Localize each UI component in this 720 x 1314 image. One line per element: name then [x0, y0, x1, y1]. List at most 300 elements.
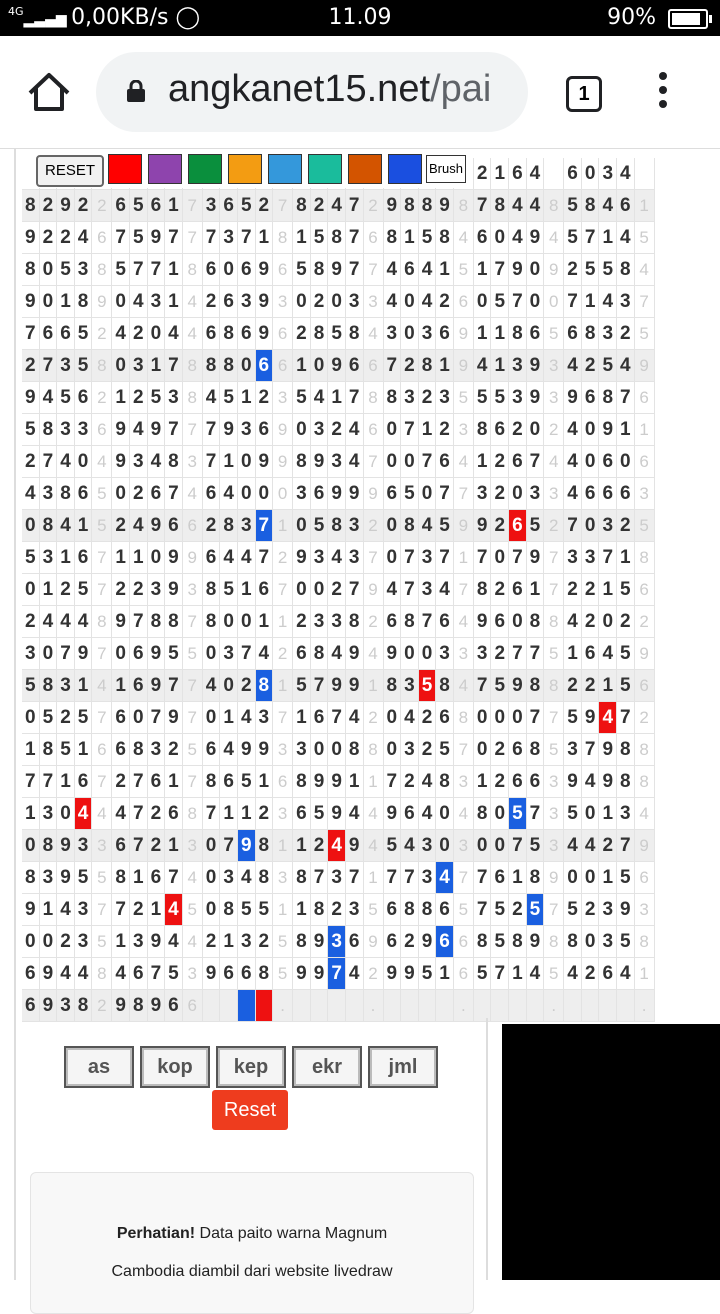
digit-cell[interactable]: 1	[599, 574, 617, 606]
digit-cell[interactable]: 3	[401, 670, 419, 702]
digit-cell[interactable]: 9	[346, 638, 364, 670]
digit-cell[interactable]: 3	[311, 606, 329, 638]
color-swatch[interactable]	[228, 154, 262, 184]
digit-cell[interactable]: 5	[75, 574, 93, 606]
digit-cell[interactable]: 3	[419, 318, 437, 350]
digit-cell[interactable]: 9	[40, 958, 58, 990]
digit-cell[interactable]: 6	[256, 414, 274, 446]
digit-cell[interactable]: 1	[165, 830, 183, 862]
digit-cell[interactable]: 2	[130, 894, 148, 926]
digit-cell[interactable]: 2	[436, 286, 454, 318]
digit-cell[interactable]: 6	[130, 958, 148, 990]
digit-cell[interactable]: 3	[419, 862, 437, 894]
digit-cell[interactable]: 2	[582, 574, 600, 606]
digit-cell[interactable]: 7	[328, 958, 346, 990]
digit-cell[interactable]: 7	[527, 702, 545, 734]
digit-cell[interactable]: 3	[599, 158, 617, 190]
digit-cell[interactable]	[491, 990, 509, 1022]
digit-cell[interactable]: 6	[384, 606, 402, 638]
digit-cell[interactable]: 6	[165, 990, 183, 1022]
digit-cell[interactable]: 5	[220, 574, 238, 606]
digit-cell[interactable]: 6	[75, 766, 93, 798]
digit-cell[interactable]: 0	[40, 254, 58, 286]
digit-cell[interactable]: 2	[256, 190, 274, 222]
digit-cell[interactable]: 5	[57, 254, 75, 286]
digit-cell[interactable]: 2	[203, 926, 221, 958]
color-swatch[interactable]	[148, 154, 182, 184]
digit-cell[interactable]: 4	[617, 958, 635, 990]
digit-cell[interactable]: 0	[564, 862, 582, 894]
digit-cell[interactable]: 9	[112, 606, 130, 638]
digit-cell[interactable]: 6	[203, 318, 221, 350]
digit-cell[interactable]: 8	[256, 830, 274, 862]
digit-cell[interactable]: 5	[491, 894, 509, 926]
digit-cell[interactable]: 5	[75, 318, 93, 350]
digit-cell[interactable]: 4	[148, 446, 166, 478]
digit-cell[interactable]	[564, 990, 582, 1022]
digit-cell[interactable]: 5	[148, 382, 166, 414]
digit-cell[interactable]: 0	[293, 510, 311, 542]
digit-cell[interactable]: 9	[148, 926, 166, 958]
digit-cell[interactable]: 2	[436, 414, 454, 446]
digit-cell[interactable]: 3	[165, 382, 183, 414]
reset-colors-button[interactable]: RESET	[36, 155, 104, 187]
digit-cell[interactable]: 0	[238, 350, 256, 382]
digit-cell[interactable]: 8	[220, 894, 238, 926]
digit-cell[interactable]: 3	[256, 702, 274, 734]
digit-cell[interactable]: 4	[328, 830, 346, 862]
digit-cell[interactable]: 4	[564, 830, 582, 862]
digit-cell[interactable]: 3	[148, 286, 166, 318]
digit-cell[interactable]: 0	[599, 606, 617, 638]
digit-cell[interactable]: 1	[436, 254, 454, 286]
digit-cell[interactable]: 9	[328, 670, 346, 702]
color-swatch[interactable]	[308, 154, 342, 184]
digit-cell[interactable]: 8	[401, 606, 419, 638]
digit-cell[interactable]	[384, 990, 402, 1022]
digit-cell[interactable]: 5	[130, 222, 148, 254]
digit-cell[interactable]: 2	[419, 702, 437, 734]
digit-cell[interactable]: 0	[474, 702, 492, 734]
digit-cell[interactable]: 6	[474, 222, 492, 254]
digit-cell[interactable]: 2	[311, 190, 329, 222]
digit-cell[interactable]: 6	[509, 766, 527, 798]
digit-cell[interactable]: 8	[527, 862, 545, 894]
digit-cell[interactable]: 1	[474, 318, 492, 350]
digit-cell[interactable]: 6	[509, 510, 527, 542]
digit-cell[interactable]: 3	[57, 350, 75, 382]
digit-cell[interactable]: 0	[384, 414, 402, 446]
digit-cell[interactable]: 3	[564, 734, 582, 766]
digit-cell[interactable]: 4	[165, 926, 183, 958]
digit-cell[interactable]: 9	[165, 702, 183, 734]
digit-cell[interactable]: 0	[238, 478, 256, 510]
digit-cell[interactable]: 7	[582, 222, 600, 254]
digit-cell[interactable]: 2	[203, 286, 221, 318]
digit-cell[interactable]: 6	[75, 382, 93, 414]
digit-cell[interactable]: 1	[599, 222, 617, 254]
digit-cell[interactable]: 9	[474, 606, 492, 638]
digit-cell[interactable]: 8	[293, 926, 311, 958]
digit-cell[interactable]: 8	[384, 670, 402, 702]
digit-cell[interactable]: 3	[148, 574, 166, 606]
digit-cell[interactable]: 7	[40, 766, 58, 798]
digit-cell[interactable]: 2	[419, 734, 437, 766]
digit-cell[interactable]: 4	[165, 894, 183, 926]
digit-cell[interactable]: 0	[436, 798, 454, 830]
digit-cell[interactable]: 3	[346, 510, 364, 542]
color-swatch[interactable]	[388, 154, 422, 184]
digit-cell[interactable]: 5	[165, 958, 183, 990]
digit-cell[interactable]: 2	[564, 574, 582, 606]
digit-cell[interactable]: 2	[40, 190, 58, 222]
digit-cell[interactable]: 7	[220, 830, 238, 862]
digit-cell[interactable]: 4	[474, 350, 492, 382]
digit-cell[interactable]: 5	[220, 382, 238, 414]
digit-cell[interactable]: 1	[491, 318, 509, 350]
digit-cell[interactable]: 2	[491, 574, 509, 606]
digit-cell[interactable]: 2	[238, 670, 256, 702]
digit-cell[interactable]: 8	[564, 926, 582, 958]
digit-cell[interactable]: 7	[346, 254, 364, 286]
digit-cell[interactable]: 2	[256, 382, 274, 414]
digit-cell[interactable]: 0	[203, 702, 221, 734]
digit-cell[interactable]: 9	[564, 382, 582, 414]
digit-cell[interactable]: 8	[220, 510, 238, 542]
digit-cell[interactable]	[220, 990, 238, 1022]
digit-cell[interactable]: 7	[328, 702, 346, 734]
digit-cell[interactable]: 3	[148, 734, 166, 766]
digit-cell[interactable]: 8	[40, 414, 58, 446]
digit-cell[interactable]: 0	[474, 286, 492, 318]
digit-cell[interactable]: 7	[165, 478, 183, 510]
digit-cell[interactable]: 3	[75, 830, 93, 862]
digit-cell[interactable]: 7	[130, 830, 148, 862]
digit-cell[interactable]: 6	[130, 670, 148, 702]
digit-cell[interactable]: 8	[256, 670, 274, 702]
digit-cell[interactable]: 3	[57, 414, 75, 446]
digit-cell[interactable]: 9	[256, 254, 274, 286]
digit-cell[interactable]: 2	[112, 574, 130, 606]
digit-cell[interactable]: 0	[384, 510, 402, 542]
digit-cell[interactable]: 7	[436, 478, 454, 510]
digit-cell[interactable]: 8	[474, 414, 492, 446]
digit-cell[interactable]: 9	[165, 574, 183, 606]
digit-cell[interactable]: 1	[328, 382, 346, 414]
digit-cell[interactable]: 2	[130, 318, 148, 350]
digit-cell[interactable]: 7	[256, 542, 274, 574]
digit-cell[interactable]: 7	[203, 414, 221, 446]
digit-cell[interactable]: 4	[599, 190, 617, 222]
digit-cell[interactable]: 4	[328, 638, 346, 670]
digit-cell[interactable]: 0	[582, 446, 600, 478]
digit-cell[interactable]: 1	[148, 350, 166, 382]
digit-cell[interactable]: 0	[401, 446, 419, 478]
digit-cell[interactable]: 6	[148, 766, 166, 798]
digit-cell[interactable]: 9	[311, 446, 329, 478]
digit-cell[interactable]: 3	[238, 510, 256, 542]
digit-cell[interactable]: 6	[112, 190, 130, 222]
digit-cell[interactable]: 0	[112, 350, 130, 382]
digit-cell[interactable]: 0	[203, 830, 221, 862]
digit-cell[interactable]: 5	[238, 766, 256, 798]
digit-cell[interactable]: 6	[256, 350, 274, 382]
digit-cell[interactable]: 0	[112, 286, 130, 318]
digit-cell[interactable]: 5	[75, 702, 93, 734]
digit-cell[interactable]: 0	[148, 318, 166, 350]
digit-cell[interactable]: 9	[238, 734, 256, 766]
digit-cell[interactable]: 8	[384, 382, 402, 414]
color-swatch[interactable]	[268, 154, 302, 184]
digit-cell[interactable]: 3	[57, 990, 75, 1022]
digit-cell[interactable]: 3	[328, 926, 346, 958]
digit-cell[interactable]: 0	[238, 446, 256, 478]
digit-cell[interactable]: 8	[40, 830, 58, 862]
digit-cell[interactable]: 3	[220, 222, 238, 254]
digit-cell[interactable]: 4	[346, 798, 364, 830]
digit-cell[interactable]: 2	[311, 286, 329, 318]
digit-cell[interactable]: 6	[238, 958, 256, 990]
digit-cell[interactable]: 9	[293, 958, 311, 990]
digit-cell[interactable]: 6	[384, 478, 402, 510]
digit-cell[interactable]: 4	[328, 190, 346, 222]
digit-cell[interactable]: 9	[328, 766, 346, 798]
digit-cell[interactable]: 7	[346, 382, 364, 414]
digit-cell[interactable]: 6	[165, 510, 183, 542]
digit-cell[interactable]: 8	[40, 670, 58, 702]
menu-icon[interactable]	[656, 72, 670, 112]
digit-cell[interactable]: 6	[22, 958, 40, 990]
digit-cell[interactable]: 2	[401, 350, 419, 382]
digit-cell[interactable]: 0	[436, 830, 454, 862]
digit-cell[interactable]: 0	[311, 734, 329, 766]
digit-cell[interactable]: 8	[311, 254, 329, 286]
digit-cell[interactable]: 8	[293, 766, 311, 798]
digit-cell[interactable]: 4	[564, 958, 582, 990]
digit-cell[interactable]: 3	[617, 798, 635, 830]
digit-cell[interactable]: 5	[491, 382, 509, 414]
digit-cell[interactable]: 7	[57, 638, 75, 670]
digit-cell[interactable]: 6	[203, 478, 221, 510]
digit-cell[interactable]: 4	[527, 190, 545, 222]
digit-cell[interactable]: 0	[617, 446, 635, 478]
digit-cell[interactable]: 1	[474, 254, 492, 286]
digit-cell[interactable]: 8	[256, 958, 274, 990]
digit-cell[interactable]: 9	[148, 222, 166, 254]
digit-cell[interactable]: 5	[509, 798, 527, 830]
digit-cell[interactable]	[293, 990, 311, 1022]
digit-cell[interactable]: 6	[617, 190, 635, 222]
digit-cell[interactable]: 2	[419, 382, 437, 414]
digit-cell[interactable]: 4	[40, 606, 58, 638]
digit-cell[interactable]: 6	[130, 638, 148, 670]
digit-cell[interactable]: 1	[238, 798, 256, 830]
digit-cell[interactable]: 0	[474, 830, 492, 862]
digit-cell[interactable]: 4	[419, 510, 437, 542]
digit-cell[interactable]: 1	[564, 638, 582, 670]
digit-cell[interactable]: 2	[57, 574, 75, 606]
digit-cell[interactable]: 9	[311, 958, 329, 990]
digit-cell[interactable]: 1	[293, 222, 311, 254]
digit-cell[interactable]: 5	[112, 254, 130, 286]
digit-cell[interactable]: 7	[148, 702, 166, 734]
digit-cell[interactable]: 2	[599, 830, 617, 862]
digit-cell[interactable]: 1	[75, 734, 93, 766]
digit-cell[interactable]: 9	[57, 190, 75, 222]
digit-cell[interactable]: 0	[293, 286, 311, 318]
digit-cell[interactable]: 0	[582, 414, 600, 446]
digit-cell[interactable]: 5	[328, 318, 346, 350]
digit-cell[interactable]: 4	[401, 702, 419, 734]
digit-cell[interactable]: 1	[293, 830, 311, 862]
digit-cell[interactable]: 4	[57, 894, 75, 926]
digit-cell[interactable]	[582, 990, 600, 1022]
digit-cell[interactable]: 8	[293, 862, 311, 894]
digit-cell[interactable]: 6	[491, 606, 509, 638]
digit-cell[interactable]: 1	[599, 670, 617, 702]
digit-cell[interactable]: 5	[419, 958, 437, 990]
digit-cell[interactable]: 9	[527, 542, 545, 574]
digit-cell[interactable]: 7	[401, 542, 419, 574]
digit-cell[interactable]: 3	[346, 894, 364, 926]
digit-cell[interactable]: 0	[293, 414, 311, 446]
digit-cell[interactable]: 2	[130, 382, 148, 414]
digit-cell[interactable]: 8	[40, 734, 58, 766]
digit-cell[interactable]: 0	[112, 478, 130, 510]
digit-cell[interactable]: 7	[165, 670, 183, 702]
digit-cell[interactable]: 6	[112, 702, 130, 734]
digit-cell[interactable]: 1	[238, 382, 256, 414]
digit-cell[interactable]: 8	[419, 350, 437, 382]
digit-cell[interactable]: 5	[130, 190, 148, 222]
digit-cell[interactable]: 2	[491, 510, 509, 542]
digit-cell[interactable]: 1	[57, 766, 75, 798]
digit-cell[interactable]: 3	[436, 638, 454, 670]
digit-cell[interactable]: 8	[346, 318, 364, 350]
digit-cell[interactable]: 6	[293, 798, 311, 830]
digit-cell[interactable]: 8	[203, 350, 221, 382]
digit-cell[interactable]: 7	[384, 862, 402, 894]
digit-cell[interactable]: 8	[165, 446, 183, 478]
digit-cell[interactable]: 0	[384, 702, 402, 734]
tab-switcher-button[interactable]: 1	[566, 76, 602, 112]
digit-cell[interactable]: 8	[474, 926, 492, 958]
digit-cell[interactable]: 1	[165, 286, 183, 318]
digit-cell[interactable]: 5	[564, 798, 582, 830]
digit-cell[interactable]: 4	[564, 478, 582, 510]
digit-cell[interactable]: 8	[401, 190, 419, 222]
digit-cell[interactable]: 6	[256, 574, 274, 606]
digit-cell[interactable]: 8	[474, 574, 492, 606]
digit-cell[interactable]: 8	[491, 190, 509, 222]
digit-cell[interactable]: 9	[311, 926, 329, 958]
digit-cell[interactable]: 8	[112, 862, 130, 894]
digit-cell[interactable]: 4	[509, 190, 527, 222]
digit-cell[interactable]: 2	[57, 222, 75, 254]
digit-cell[interactable]: 2	[148, 830, 166, 862]
digit-cell[interactable]: 2	[491, 734, 509, 766]
digit-cell[interactable]: 1	[112, 542, 130, 574]
digit-cell[interactable]: 6	[75, 542, 93, 574]
digit-cell[interactable]: 4	[203, 382, 221, 414]
digit-cell[interactable]: 8	[527, 670, 545, 702]
digit-cell[interactable]: 8	[436, 222, 454, 254]
digit-cell[interactable]: 6	[582, 382, 600, 414]
digit-cell[interactable]: 7	[40, 350, 58, 382]
digit-cell[interactable]: 7	[527, 798, 545, 830]
digit-cell[interactable]: 7	[509, 830, 527, 862]
digit-cell[interactable]: 2	[617, 318, 635, 350]
digit-cell[interactable]: 0	[401, 318, 419, 350]
digit-cell[interactable]: 2	[75, 190, 93, 222]
digit-cell[interactable]: 3	[75, 894, 93, 926]
digit-cell[interactable]: 5	[419, 670, 437, 702]
digit-cell[interactable]: 6	[527, 318, 545, 350]
digit-cell[interactable]: 0	[384, 542, 402, 574]
digit-cell[interactable]: 7	[436, 542, 454, 574]
digit-cell[interactable]: 8	[509, 318, 527, 350]
digit-cell[interactable]: 9	[384, 958, 402, 990]
kep-button[interactable]: kep	[216, 1046, 286, 1088]
digit-cell[interactable]: 8	[311, 318, 329, 350]
digit-cell[interactable]: 1	[238, 574, 256, 606]
jml-button[interactable]: jml	[368, 1046, 438, 1088]
digit-cell[interactable]: 3	[564, 542, 582, 574]
digit-cell[interactable]: 8	[311, 638, 329, 670]
digit-cell[interactable]: 9	[436, 190, 454, 222]
digit-cell[interactable]: 5	[22, 670, 40, 702]
digit-cell[interactable]: 1	[130, 862, 148, 894]
digit-cell[interactable]: 6	[436, 446, 454, 478]
digit-cell[interactable]: 2	[40, 222, 58, 254]
digit-cell[interactable]: 5	[617, 670, 635, 702]
digit-cell[interactable]: 1	[401, 222, 419, 254]
digit-cell[interactable]: 2	[401, 926, 419, 958]
digit-cell[interactable]: 1	[509, 862, 527, 894]
digit-cell[interactable]	[256, 990, 274, 1022]
digit-cell[interactable]: 2	[491, 446, 509, 478]
digit-cell[interactable]: 7	[148, 254, 166, 286]
digit-cell[interactable]: 9	[346, 670, 364, 702]
digit-cell[interactable]: 5	[238, 190, 256, 222]
digit-cell[interactable]: 7	[474, 894, 492, 926]
digit-cell[interactable]	[419, 990, 437, 1022]
digit-cell[interactable]: 5	[40, 702, 58, 734]
digit-cell[interactable]: 5	[436, 510, 454, 542]
digit-cell[interactable]: 4	[75, 958, 93, 990]
digit-cell[interactable]: 4	[384, 254, 402, 286]
digit-cell[interactable]: 4	[346, 414, 364, 446]
digit-cell[interactable]: 9	[419, 926, 437, 958]
digit-cell[interactable]: 2	[328, 894, 346, 926]
digit-cell[interactable]: 3	[220, 638, 238, 670]
digit-cell[interactable]: 1	[57, 286, 75, 318]
digit-cell[interactable]: 9	[311, 766, 329, 798]
digit-cell[interactable]: 6	[564, 158, 582, 190]
digit-cell[interactable]: 4	[165, 318, 183, 350]
digit-cell[interactable]: 7	[617, 382, 635, 414]
brush-button[interactable]: Brush	[426, 155, 466, 183]
digit-cell[interactable]: 5	[617, 638, 635, 670]
digit-cell[interactable]	[617, 990, 635, 1022]
digit-cell[interactable]: 9	[256, 318, 274, 350]
digit-cell[interactable]: 0	[22, 574, 40, 606]
digit-cell[interactable]: 6	[436, 318, 454, 350]
digit-cell[interactable]: 7	[165, 862, 183, 894]
digit-cell[interactable]: 1	[220, 798, 238, 830]
digit-cell[interactable]: 6	[491, 862, 509, 894]
digit-cell[interactable]: 1	[40, 574, 58, 606]
